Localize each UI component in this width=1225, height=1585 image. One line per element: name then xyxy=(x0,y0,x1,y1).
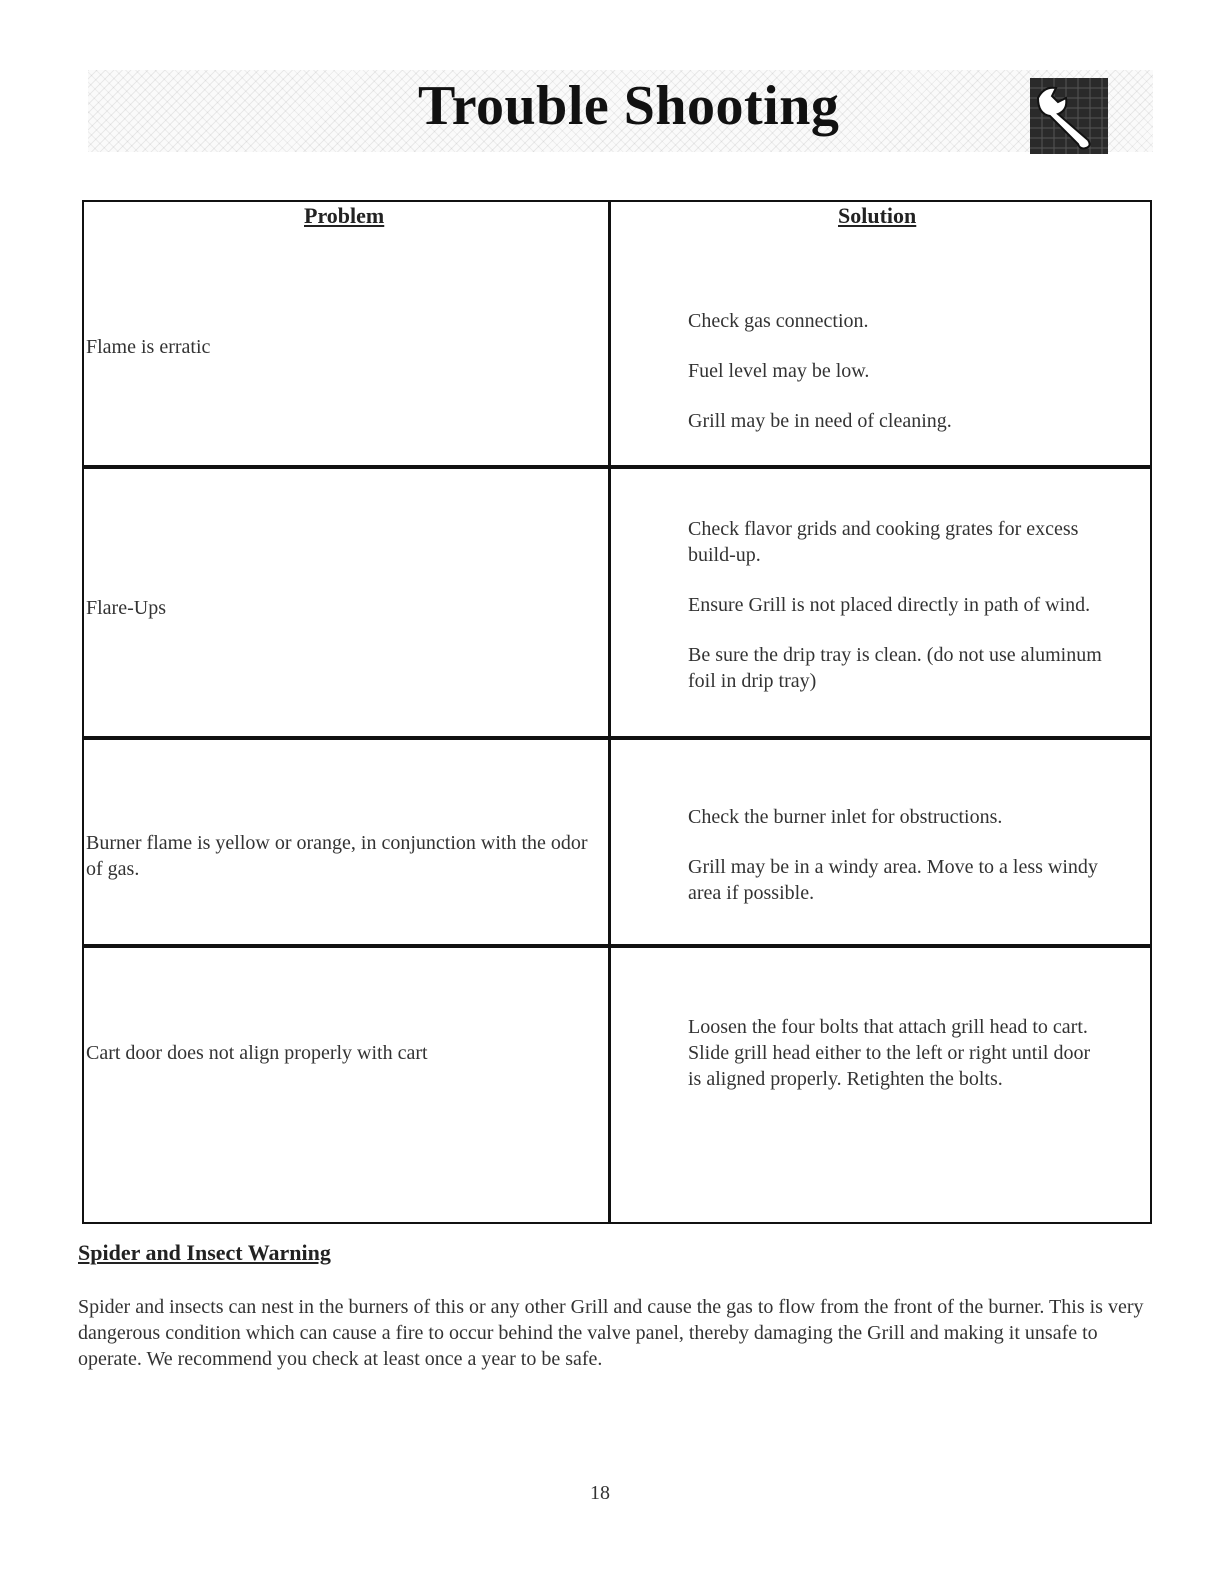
problem-cell: Flame is erratic xyxy=(86,336,211,358)
column-divider xyxy=(608,200,611,1224)
row-divider xyxy=(82,465,1152,469)
solution-cell xyxy=(688,308,1128,434)
warning-paragraph: Spider and insects can nest in the burners of this or any other Grill and cause the gas to flow from the front of the burner. This is very dangerous condition which can cause a fire to occur behind the valve panel, thereby damaging the Grill and making it unsafe to operate. We recommend you check at least once a year to be safe. xyxy=(78,1296,1144,1370)
solution-item: Ensure Grill is not placed directly in path of wind. xyxy=(688,594,1091,616)
solution-cell xyxy=(688,516,1128,694)
problem-cell: Burner flame is yellow or orange, in conjunction with the odor of gas. xyxy=(86,832,588,880)
column-header-problem: Problem xyxy=(304,203,385,228)
solution-item: Grill may be in need of cleaning. xyxy=(688,410,952,432)
solution-item: Fuel level may be low. xyxy=(688,360,870,382)
solution-item: Check gas connection. xyxy=(688,310,869,332)
solution-item: Grill may be in a windy area. Move to a less windy area if possible. xyxy=(688,856,1098,904)
wrench-icon xyxy=(1030,78,1108,154)
solution-item: Check the burner inlet for obstructions. xyxy=(688,806,1003,828)
problem-cell: Cart door does not align properly with cart xyxy=(86,1042,428,1064)
solution-item: Check flavor grids and cooking grates for excess build-up. xyxy=(688,518,1079,566)
solution-item: Be sure the drip tray is clean. (do not use aluminum foil in drip tray) xyxy=(688,644,1102,692)
solution-item: Loosen the four bolts that attach grill head to cart. Slide grill head either to the left or right until door is aligned properly. Retighten the bolts. xyxy=(688,1016,1091,1090)
page-number: 18 xyxy=(590,1482,610,1504)
page-title: Trouble Shooting xyxy=(418,75,840,137)
solution-cell xyxy=(688,1014,1108,1092)
row-divider xyxy=(82,944,1152,948)
problem-cell: Flare-Ups xyxy=(86,597,166,619)
row-divider xyxy=(82,736,1152,740)
solution-cell xyxy=(688,804,1128,906)
warning-heading: Spider and Insect Warning xyxy=(78,1240,331,1265)
column-header-solution: Solution xyxy=(838,203,917,228)
